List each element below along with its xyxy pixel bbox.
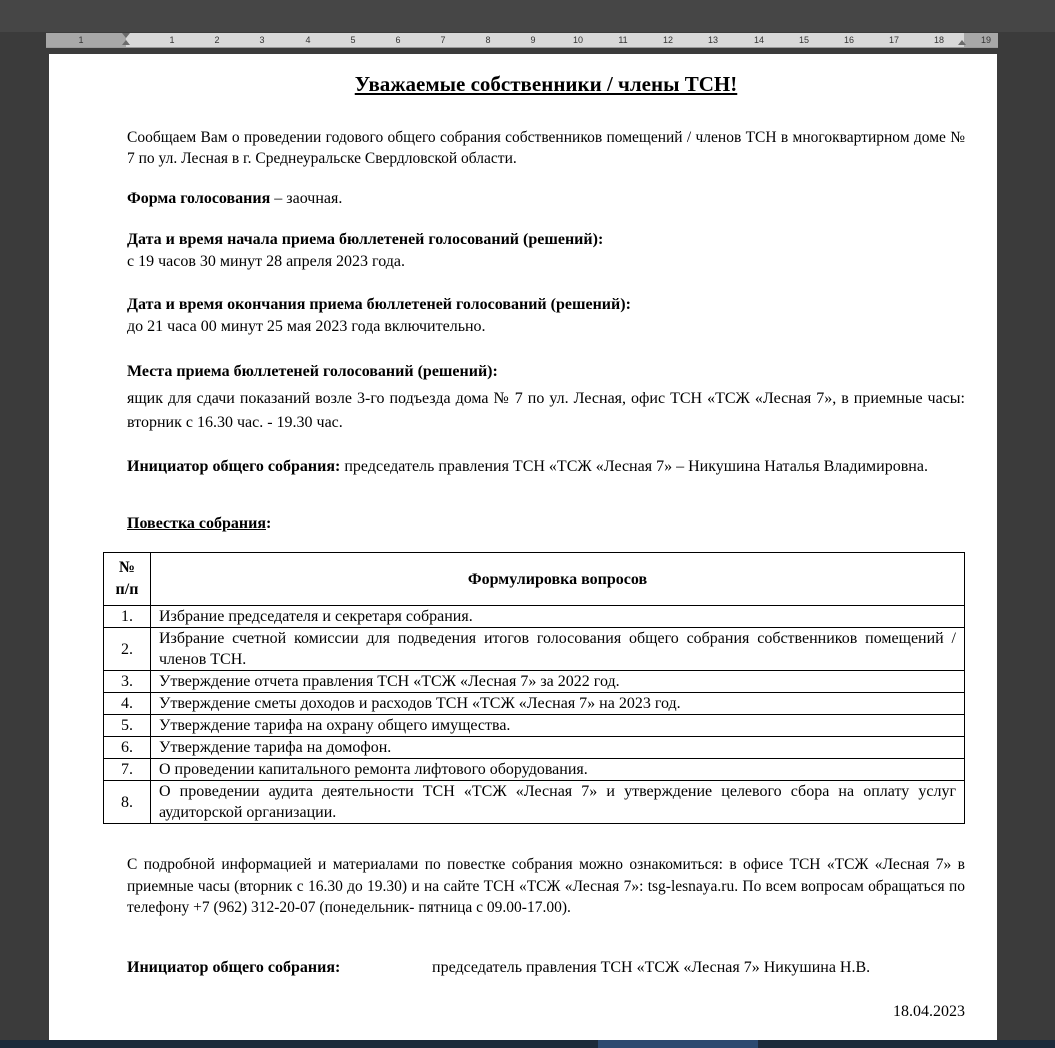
ruler-number: 12 (662, 35, 674, 45)
table-row (104, 671, 965, 693)
ruler-number: 6 (395, 35, 401, 45)
agenda-table (103, 552, 965, 824)
table-row (104, 737, 965, 759)
ruler-number: 10 (572, 35, 584, 45)
page-title: Уважаемые собственники / члены ТСН! (354, 72, 738, 96)
row-number: 2. (104, 628, 151, 671)
row-number: 4. (104, 693, 151, 715)
end-date-label: Дата и время окончания приема бюллетеней голосований (решений): (127, 296, 631, 313)
initiator-paragraph (127, 456, 965, 478)
taskbar (0, 1040, 1055, 1048)
signature-line (127, 956, 965, 980)
row-number: 3. (104, 671, 151, 693)
initiator-value: председатель правления ТСН «ТСЖ «Лесная 7» – Никушина Наталья Владимировна. (340, 458, 928, 475)
ruler-number: 11 (618, 35, 628, 45)
row-question: Избрание председателя и секретаря собрания. (151, 606, 965, 628)
row-number: 7. (104, 759, 151, 781)
voting-form-label: Форма голосования (127, 190, 271, 207)
row-question: Утверждение тарифа на домофон. (151, 737, 965, 759)
ruler-number: 13 (707, 35, 719, 45)
agenda-heading: Повестка собрания: (127, 515, 272, 532)
ruler-left-margin (46, 33, 126, 47)
row-number: 6. (104, 737, 151, 759)
start-date-label: Дата и время начала приема бюллетеней голосований (решений): (127, 231, 604, 248)
initiator-label: Инициатор общего собрания: (127, 458, 341, 475)
signature-label: Инициатор общего собрания: (127, 959, 341, 976)
agenda-table-header (104, 553, 965, 606)
voting-form-value: – заочная. (270, 190, 343, 207)
ruler-number: 1 (78, 35, 84, 45)
horizontal-ruler[interactable] (46, 33, 998, 48)
row-question: О проведении капитального ремонта лифтового оборудования. (151, 759, 965, 781)
end-date-value: до 21 часа 00 минут 25 мая 2023 года включительно. (127, 318, 486, 335)
ruler-number: 3 (259, 35, 265, 45)
ruler-number: 15 (798, 35, 810, 45)
table-row (104, 606, 965, 628)
places-value: ящик для сдачи показаний возле 3-го подъезда дома № 7 по ул. Лесная, офис ТСН «ТСЖ «Лесная 7», в приемные часы: вторник с 16.30 час. - 19.30 час. (127, 390, 965, 431)
ruler-number: 19 (980, 35, 992, 45)
right-indent-marker[interactable] (958, 40, 966, 45)
signature-role: председатель правления ТСН «ТСЖ «Лесная 7» Никушина Н.В. (432, 959, 871, 976)
column-header-question: Формулировка вопросов (151, 553, 965, 606)
ruler-number: 18 (933, 35, 945, 45)
row-question: Избрание счетной комиссии для подведения итогов голосования общего собрания собственников помещений / членов ТСН. (151, 628, 965, 671)
left-indent-marker[interactable] (122, 40, 130, 45)
table-row (104, 759, 965, 781)
table-row (104, 693, 965, 715)
intro-paragraph: Сообщаем Вам о проведении годового общего собрания собственников помещений / членов ТСН в многоквартирном доме № 7 по ул. Лесная в г. Среднеуральске Свердловской области. (127, 129, 965, 167)
places-label: Места приема бюллетеней голосований (решений): (127, 363, 498, 380)
row-question: Утверждение тарифа на охрану общего имущества. (151, 715, 965, 737)
column-header-number: № п/п (104, 553, 151, 606)
row-number: 1. (104, 606, 151, 628)
row-question: О проведении аудита деятельности ТСН «ТСЖ «Лесная 7» и утверждение целевого сбора на оплату услуг аудиторской организации. (151, 781, 965, 824)
first-line-indent-marker[interactable] (122, 33, 130, 38)
ruler-number: 1 (169, 35, 175, 45)
taskbar-active-item[interactable] (598, 1040, 758, 1048)
row-number: 8. (104, 781, 151, 824)
ruler-number: 14 (753, 35, 765, 45)
row-question: Утверждение отчета правления ТСН «ТСЖ «Лесная 7» за 2022 год. (151, 671, 965, 693)
ruler-number: 8 (485, 35, 491, 45)
ruler-number: 16 (843, 35, 855, 45)
ruler-number: 9 (530, 35, 536, 45)
table-row (104, 781, 965, 824)
ruler-number: 4 (305, 35, 311, 45)
voting-form-paragraph (127, 188, 965, 210)
window-top-bar (0, 0, 1055, 32)
ruler-number: 7 (440, 35, 446, 45)
row-number: 5. (104, 715, 151, 737)
row-question: Утверждение сметы доходов и расходов ТСН «ТСЖ «Лесная 7» на 2023 год. (151, 693, 965, 715)
ruler-number: 2 (214, 35, 220, 45)
info-paragraph: С подробной информацией и материалами по повестке собрания можно ознакомиться: в офисе ТСН «ТСЖ «Лесная 7» в приемные часы (вторник с 16.30 до 19.30) и на сайте ТСН «ТСЖ «Лесная 7»: tsg-lesnaya.ru. По всем вопросам обращаться по телефону +7 (962) 312-20-07 (понедельник- пятница с 09.00-17.00). (127, 856, 965, 916)
table-row (104, 715, 965, 737)
ruler-number: 17 (888, 35, 900, 45)
document-date: 18.04.2023 (893, 1003, 965, 1020)
document-page[interactable] (49, 54, 997, 1048)
ruler-number: 5 (350, 35, 356, 45)
table-row (104, 628, 965, 671)
start-date-value: с 19 часов 30 минут 28 апреля 2023 года. (127, 253, 405, 270)
